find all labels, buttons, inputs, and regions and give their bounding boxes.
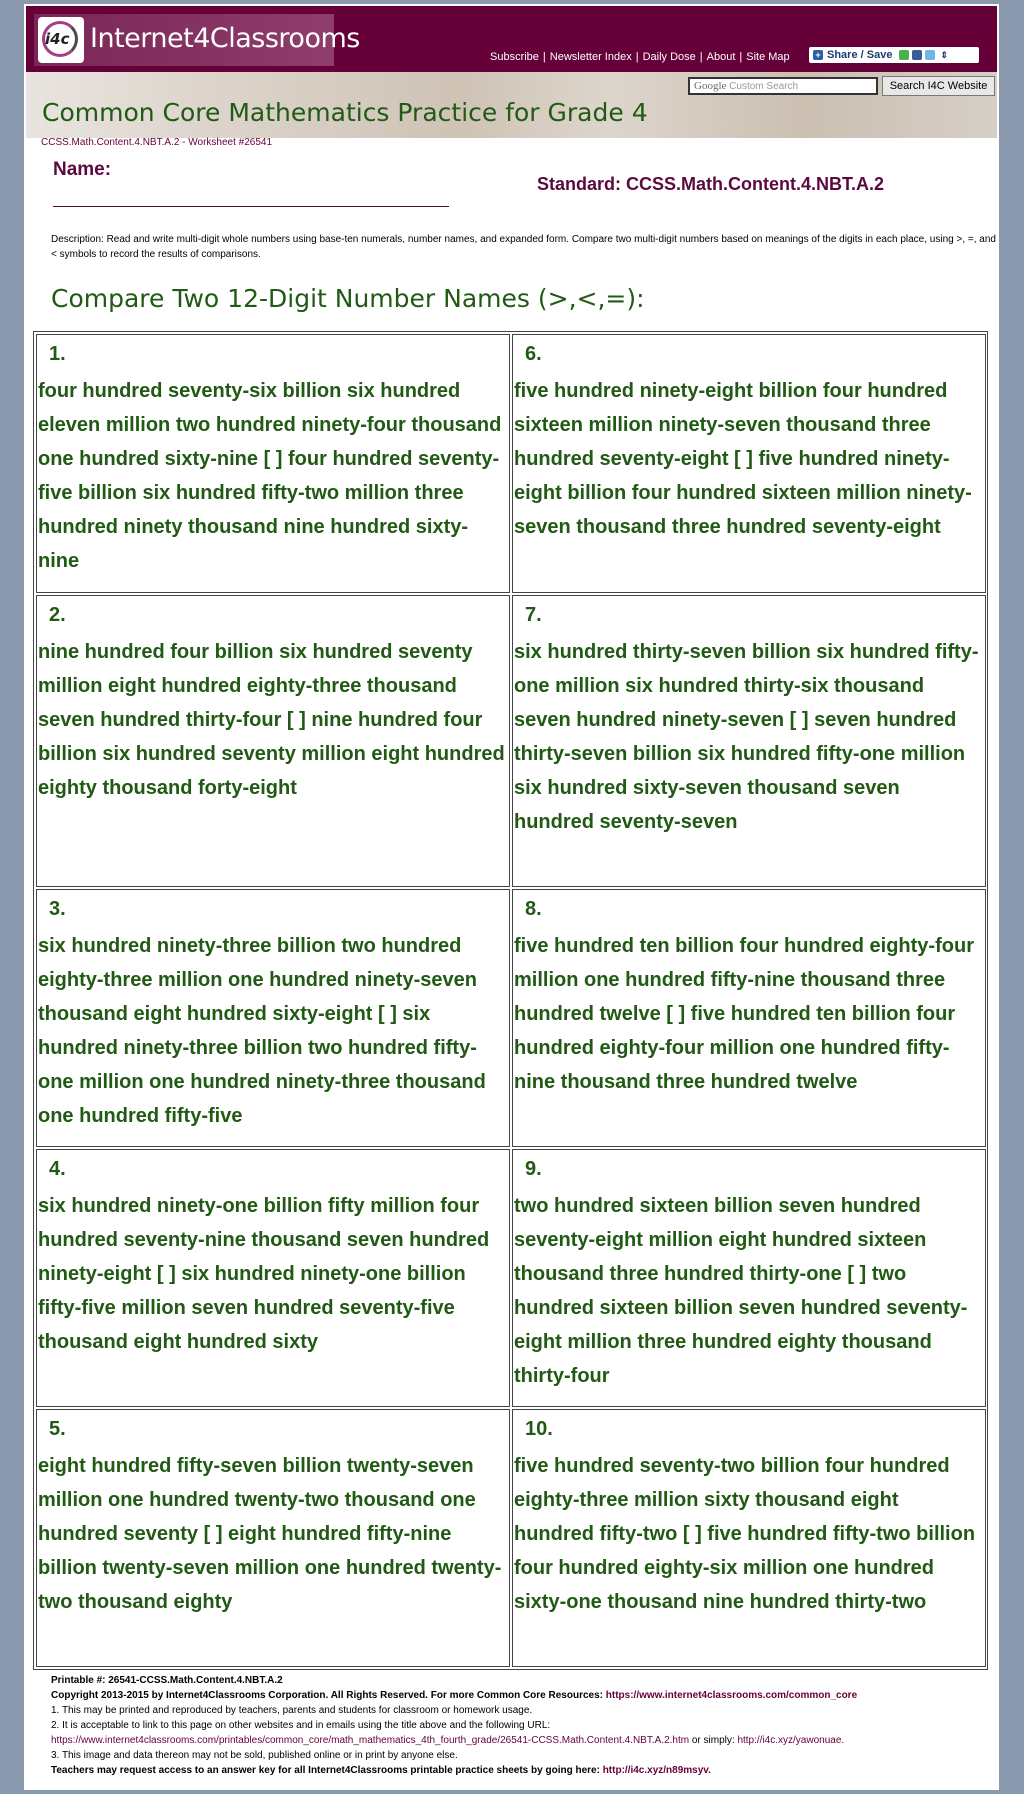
nav-newsletter-index[interactable]: Newsletter Index	[549, 51, 632, 63]
problem-text: five hundred seventy-two billion four hundred eighty-three million sixty thousand eight hundred fifty-two [ ] five hundred fifty-two billion four hundred eighty-six million one hundred sixty-one thousand nine hundred thirty-two	[514, 1455, 976, 1613]
chevron-updown-icon: ⇕	[940, 50, 949, 60]
description: Description: Read and write multi-digit whole numbers using base-ten numerals, number names, and expanded form. Compare two multi-digit numbers based on meanings of the digits in each place, using >, =, and < symbols to record the results of comparisons.	[51, 234, 996, 260]
copyright-line: Copyright 2013-2015 by Internet4Classrooms Corporation. All Rights Reserved. For more Common Core Resources: https://www.internet4classrooms.com/common_core	[51, 1690, 858, 1701]
usage-note-2: 2. It is acceptable to link to this page on other websites and in emails using the title above and the following URL:	[51, 1720, 551, 1731]
problem-cell	[36, 334, 510, 593]
worksheet-reference: CCSS.Math.Content.4.NBT.A.2 - Worksheet #26541	[41, 137, 273, 148]
standard-label: Standard: CCSS.Math.Content.4.NBT.A.2	[537, 174, 885, 194]
twitter-icon	[925, 50, 935, 60]
footer	[51, 1673, 991, 1778]
problem-text: six hundred ninety-three billion two hundred eighty-three million one hundred ninety-seven thousand eight hundred sixty-eight [ ] six hundred ninety-three billion two hundred fifty-one million one hundred ninety-three thousand one hundred fifty-five	[38, 935, 486, 1127]
problem-text: four hundred seventy-six billion six hundred eleven million two hundred ninety-four thousand one hundred sixty-nine [ ] four hundred seventy-five billion six hundred fifty-two million three hundred ninety thousand nine hundred sixty-nine	[38, 380, 502, 572]
search-button[interactable]: Search I4C Website	[882, 76, 995, 96]
problem-text: nine hundred four billion six hundred seventy million eight hundred eighty-three thousand seven hundred thirty-four [ ] nine hundred four billion six hundred seventy million eight hundred eighty thousand forty-eight	[38, 641, 505, 799]
problem-cell	[512, 595, 986, 887]
problem-text: six hundred thirty-seven billion six hundred fifty-one million six hundred thirty-six thousand seven hundred ninety-seven [ ] seven hundred thirty-seven billion six hundred fifty-one million six hundred sixty-seven thousand seven hundred seventy-seven	[514, 641, 979, 833]
search-input[interactable]: Google Custom Search	[688, 77, 878, 95]
problem-grid	[33, 331, 988, 1670]
problem-number: 9.	[525, 1158, 542, 1180]
problem-cell	[36, 1409, 510, 1667]
search-placeholder: Custom Search	[729, 81, 799, 92]
problem-cell	[512, 1409, 986, 1667]
problem-cell	[512, 889, 986, 1147]
problem-cell	[36, 595, 510, 887]
nav-about[interactable]: About	[706, 51, 736, 63]
section-title: Compare Two 12-Digit Number Names (>,<,=):	[51, 284, 645, 313]
problem-number: 4.	[49, 1158, 66, 1180]
usage-note-1: 1. This may be printed and reproduced by teachers, parents and students for classroom or homework usage.	[51, 1705, 533, 1716]
problem-number: 8.	[525, 898, 542, 920]
problem-number: 7.	[525, 604, 542, 626]
top-nav: Subscribe | Newsletter Index | Daily Dose | About | Site Map	[490, 51, 790, 63]
problem-text: eight hundred fifty-seven billion twenty-seven million one hundred twenty-two thousand one hundred seventy [ ] eight hundred fifty-nine billion twenty-seven million one hundred twenty-two thousand eighty	[38, 1455, 502, 1613]
problem-number: 5.	[49, 1418, 66, 1440]
page-title: Common Core Mathematics Practice for Grade 4	[42, 98, 648, 127]
site-header	[26, 6, 997, 72]
name-line	[53, 206, 449, 207]
common-core-link[interactable]: https://www.internet4classrooms.com/common_core	[605, 1690, 858, 1701]
usage-note-3: 3. This image and data thereon may not be sold, published online or in print by anyone else.	[51, 1750, 458, 1761]
plus-icon: +	[813, 50, 823, 60]
site-logo[interactable]	[34, 14, 360, 66]
share-save-button[interactable]	[809, 47, 979, 63]
usage-note-2-links: https://www.internet4classrooms.com/printables/common_core/math_mathematics_4th_fourth_grade/26541-CCSS.Math.Content.4.NBT.A.2.htm or simply: http://i4c.xyz/yawonuae.	[51, 1735, 845, 1746]
facebook-icon	[912, 50, 922, 60]
problem-text: six hundred ninety-one billion fifty million four hundred seventy-nine thousand seven hundred ninety-eight [ ] six hundred ninety-one billion fifty-five million seven hundred seventy-five thousand eight hundred sixty	[38, 1195, 490, 1353]
share-icon	[899, 50, 909, 60]
logo-text: Internet4Classrooms	[90, 23, 360, 54]
name-label: Name:	[53, 159, 112, 180]
i4c-logo-icon: i4c	[38, 17, 84, 63]
problem-number: 1.	[49, 343, 66, 365]
problem-text: two hundred sixteen billion seven hundred seventy-eight million eight hundred sixteen thousand three hundred thirty-one [ ] two hundred sixteen billion seven hundred seventy-eight million three hundred eighty thousand thirty-four	[514, 1195, 968, 1387]
problem-number: 3.	[49, 898, 66, 920]
worksheet-url-link[interactable]: https://www.internet4classrooms.com/printables/common_core/math_mathematics_4th_fourth_grade/26541-CCSS.Math.Content.4.NBT.A.2.htm	[51, 1735, 690, 1746]
problem-number: 10.	[525, 1418, 553, 1440]
nav-site-map[interactable]: Site Map	[746, 51, 790, 63]
nav-daily-dose[interactable]: Daily Dose	[642, 51, 696, 63]
share-label: Share / Save	[827, 49, 893, 61]
printable-number: Printable #: 26541-CCSS.Math.Content.4.NBT.A.2	[51, 1675, 283, 1686]
problem-number: 6.	[525, 343, 542, 365]
answer-key-link[interactable]: http://i4c.xyz/n89msyv.	[602, 1765, 711, 1776]
worksheet-page	[24, 4, 999, 1790]
answer-key-line: Teachers may request access to an answer key for all Internet4Classrooms printable practice sheets by going here: http://i4c.xyz/n89msyv.	[51, 1765, 711, 1776]
problem-number: 2.	[49, 604, 66, 626]
problem-cell	[36, 889, 510, 1147]
problem-text: five hundred ten billion four hundred eighty-four million one hundred fifty-nine thousand three hundred twelve [ ] five hundred ten billion four hundred eighty-four million one hundred fifty-nine thousand three hundred twelve	[514, 935, 974, 1093]
problem-cell	[512, 1149, 986, 1407]
nav-subscribe[interactable]: Subscribe	[490, 51, 539, 63]
problem-cell	[36, 1149, 510, 1407]
problem-text: five hundred ninety-eight billion four hundred sixteen million ninety-seven thousand three hundred seventy-eight [ ] five hundred ninety-eight billion four hundred sixteen million ninety-seven thousand three hundred seventy-eight	[514, 380, 972, 538]
problem-cell	[512, 334, 986, 593]
short-url-link[interactable]: http://i4c.xyz/yawonuae.	[737, 1735, 845, 1746]
